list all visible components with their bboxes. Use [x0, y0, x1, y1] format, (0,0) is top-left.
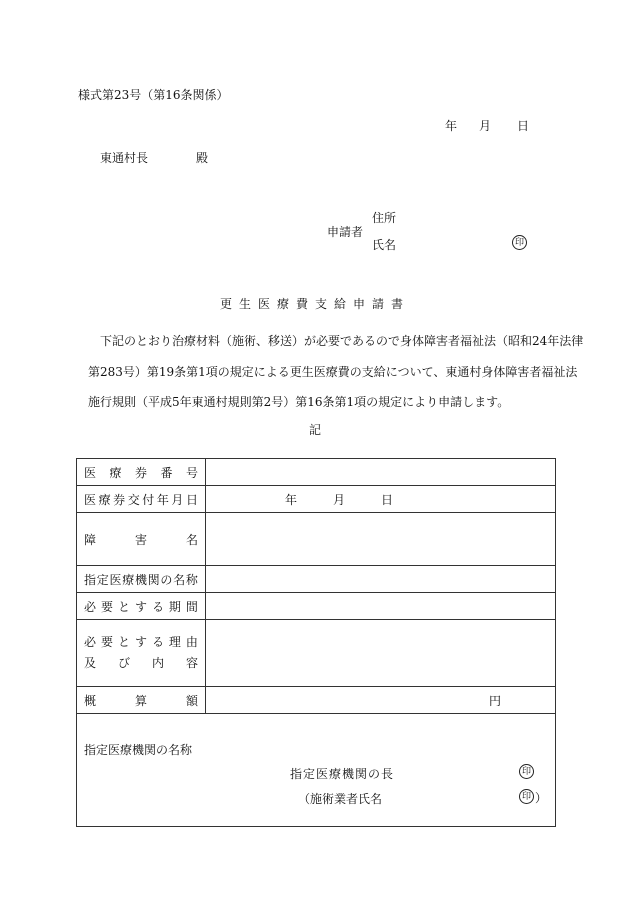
issue-date-year-label: 年 [285, 492, 298, 507]
label-period [77, 593, 206, 620]
application-date [445, 117, 529, 134]
value-reason [206, 620, 556, 687]
label-char: 指 [84, 572, 97, 587]
label-char: 由 [185, 635, 198, 649]
issue-date-day-label: 日 [381, 492, 394, 507]
label-char: 間 [185, 599, 198, 614]
value-disability [206, 513, 556, 566]
addressee-name: 東通村長 [100, 151, 149, 165]
label-char: 容 [185, 656, 198, 670]
label-char: と [117, 599, 130, 614]
label-char: 称 [185, 572, 198, 587]
label-char: 必 [84, 635, 97, 649]
practitioner-seal-mark: 印 [519, 789, 534, 804]
label-char: 額 [185, 693, 198, 708]
form-number: 様式第23号（第16条関係） [78, 88, 229, 102]
addressee-honorific: 殿 [196, 151, 209, 165]
applicant-seal-mark: 印 [512, 235, 527, 250]
value-period [206, 593, 556, 620]
label-char: 年 [156, 492, 169, 507]
value-estimate [206, 687, 556, 714]
label-char: る [151, 635, 164, 649]
label-char: 必 [84, 599, 97, 614]
label-char: 内 [151, 656, 164, 670]
applicant-label: 申請者 [327, 225, 364, 239]
applicant-address-label: 住所 [372, 211, 397, 225]
label-char: 日 [185, 492, 198, 507]
label-char: び [117, 656, 130, 670]
label-char: 療 [122, 572, 135, 587]
ki-heading: 記 [308, 423, 321, 437]
body-line-2: 第283号）第19条第1項の規定による更生医療費の支給について、東通村身体障害者福祉法 [88, 364, 578, 379]
label-char: 要 [100, 599, 113, 614]
body-paragraph [88, 326, 584, 418]
document-title: 更生医療費支給申請書 [219, 297, 410, 311]
label-char: す [134, 635, 147, 649]
label-issue-date [77, 486, 206, 513]
label-char: す [134, 599, 147, 614]
label-char: 医 [84, 465, 97, 480]
row-disability [77, 513, 556, 566]
label-char: の [160, 572, 173, 587]
label-char: 関 [147, 572, 160, 587]
row-institution [77, 566, 556, 593]
label-estimate [77, 687, 206, 714]
label-char: 券 [113, 492, 126, 507]
row-ticket-number [77, 459, 556, 486]
value-institution [206, 566, 556, 593]
issue-date-month-label: 月 [333, 492, 346, 507]
applicant-name-label: 氏名 [372, 238, 397, 252]
label-char: 券 [134, 465, 147, 480]
label-char: 及 [84, 656, 97, 670]
label-char: 要 [100, 635, 113, 649]
date-year-label: 年 [445, 119, 458, 133]
row-period [77, 593, 556, 620]
label-char: 害 [134, 532, 147, 547]
row-issue-date [77, 486, 556, 513]
date-month-label: 月 [479, 119, 492, 133]
label-disability [77, 513, 206, 566]
label-char: 号 [185, 465, 198, 480]
label-ticket-number [77, 459, 206, 486]
footer-cell [77, 714, 556, 827]
label-char: 医 [109, 572, 122, 587]
label-char: 番 [160, 465, 173, 480]
footer-head-label: 指定医療機関の長 [290, 767, 395, 781]
footer-institution-label: 指定医療機関の名称 [84, 743, 193, 757]
head-seal-mark: 印 [519, 764, 534, 779]
addressee [100, 149, 208, 166]
label-char: 機 [134, 572, 147, 587]
label-char: 概 [84, 693, 97, 708]
label-char: る [151, 599, 164, 614]
detail-table [76, 458, 556, 827]
label-char: と [117, 635, 130, 649]
label-char: 期 [168, 599, 181, 614]
label-institution [77, 566, 206, 593]
label-char: 定 [96, 572, 109, 587]
value-issue-date [206, 486, 556, 513]
body-line-1: 下記のとおり治療材料（施術、移送）が必要であるので身体障害者福祉法（昭和24年法律 [100, 334, 584, 348]
label-char: 名 [173, 572, 186, 587]
row-reason [77, 620, 556, 687]
estimate-unit: 円 [488, 693, 501, 708]
value-ticket-number [206, 459, 556, 486]
label-char: 名 [185, 532, 198, 547]
label-char: 算 [134, 693, 147, 708]
label-char: 交 [127, 492, 140, 507]
body-line-3: 施行規則（平成5年東通村規則第2号）第16条第1項の規定により申請します。 [88, 395, 510, 409]
label-char: 付 [142, 492, 155, 507]
footer-close-paren: ） [535, 791, 548, 805]
footer-practitioner-label: （施術業者氏名 [298, 792, 383, 806]
label-char: 理 [168, 635, 181, 649]
row-footer [77, 714, 556, 827]
label-char: 医 [84, 492, 97, 507]
label-char: 療 [109, 465, 122, 480]
label-char: 障 [84, 532, 97, 547]
label-reason [77, 620, 206, 687]
date-day-label: 日 [517, 119, 530, 133]
row-estimate [77, 687, 556, 714]
label-char: 療 [98, 492, 111, 507]
label-char: 月 [171, 492, 184, 507]
